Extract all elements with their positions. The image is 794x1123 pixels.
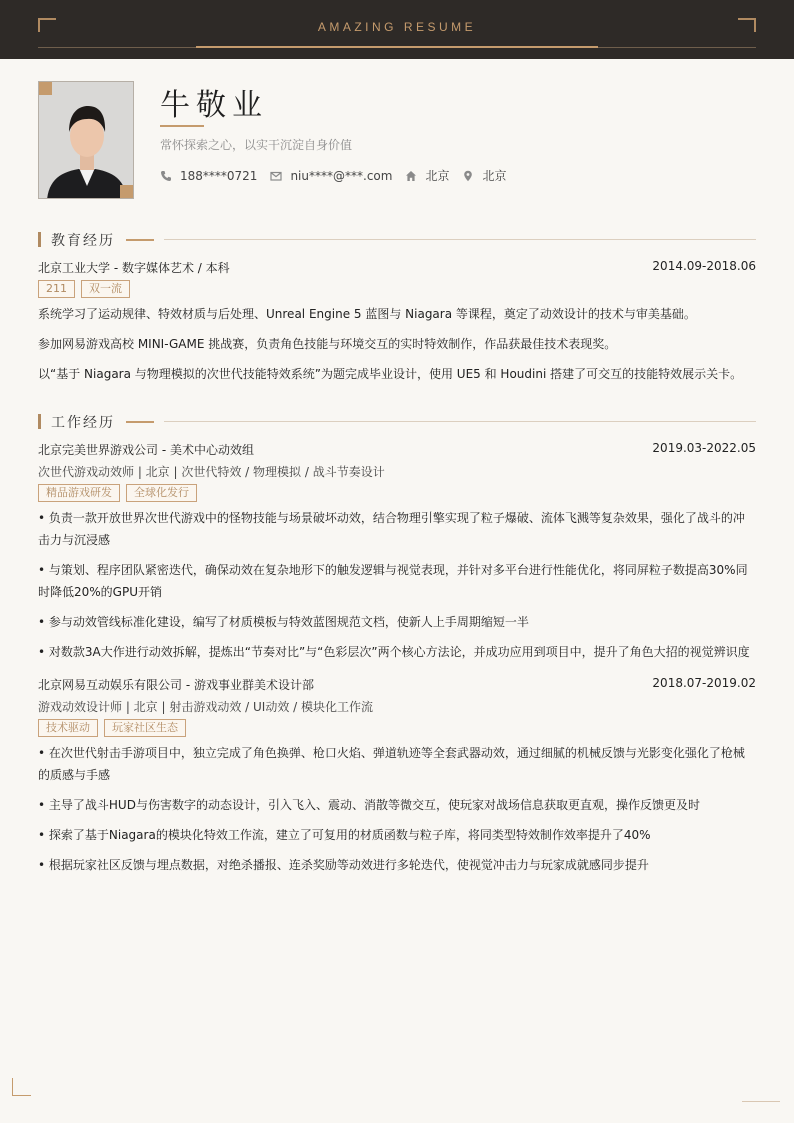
candidate-name: 牛敬业 xyxy=(160,88,268,123)
tag-badge: 双一流 xyxy=(81,280,130,298)
job-tags xyxy=(38,719,192,737)
job-bullet: • 在次世代射击手游项目中，独立完成了角色换弹、枪口火焰、弹道轨迹等全套武器动效，通过细腻的机械反馈与光影变化强化了枪械的质感与手感 xyxy=(38,746,745,782)
hometown-text: 北京 xyxy=(425,169,450,183)
header-accent-line xyxy=(196,46,598,48)
section-accent xyxy=(126,421,154,423)
contact-hometown xyxy=(405,167,449,184)
job-role: 次世代游戏动效师 | 北京 | 次世代特效 / 物理模拟 / 战斗节奏设计 xyxy=(38,465,385,479)
job-role: 游戏动效设计师 | 北京 | 射击游戏动效 / UI动效 / 模块化工作流 xyxy=(38,700,374,714)
job-bullet: • 对数款3A大作进行动效拆解，提炼出“节奏对比”与“色彩层次”两个核心方法论，并成功应用到项目中，提升了角色大招的视觉辨识度 xyxy=(38,645,750,659)
location-text: 北京 xyxy=(482,169,507,183)
header-bar xyxy=(0,0,794,59)
candidate-motto: 常怀探索之心，以实干沉淀自身价值 xyxy=(160,138,353,152)
section-title: 工作经历 xyxy=(51,415,115,431)
section-marker xyxy=(38,232,41,247)
tag-badge: 玩家社区生态 xyxy=(104,719,186,737)
job-bullet: • 根据玩家社区反馈与埋点数据，对绝杀播报、连杀奖励等动效进行多轮迭代，使视觉冲击力与玩家成就感同步提升 xyxy=(38,858,649,872)
job-entry xyxy=(38,676,756,693)
section-rule xyxy=(164,421,756,422)
photo-corner xyxy=(38,81,52,95)
tag-badge: 211 xyxy=(38,280,75,298)
education-entry xyxy=(38,259,756,276)
job-tags xyxy=(38,484,203,502)
section-title: 教育经历 xyxy=(51,233,115,249)
contact-list xyxy=(160,167,519,184)
company-name: 北京完美世界游戏公司 - 美术中心动效组 xyxy=(38,443,254,457)
section-work-header xyxy=(38,414,756,430)
contact-email xyxy=(270,169,392,183)
brand-title: AMAZING RESUME xyxy=(317,20,477,34)
avatar-portrait xyxy=(39,82,134,199)
company-name: 北京网易互动娱乐有限公司 - 游戏事业群美术设计部 xyxy=(38,678,314,692)
job-bullet: • 探索了基于Niagara的模块化特效工作流，建立了可复用的材质函数与粒子库，将同类型特效制作效率提升了40% xyxy=(38,828,651,842)
education-date: 2014.09-2018.06 xyxy=(652,259,756,273)
section-rule xyxy=(164,239,756,240)
job-date: 2019.03-2022.05 xyxy=(652,441,756,455)
photo-corner xyxy=(120,185,134,199)
avatar xyxy=(38,81,134,199)
location-pin-icon xyxy=(462,170,474,182)
education-tags xyxy=(38,280,136,298)
tag-badge: 全球化发行 xyxy=(126,484,197,502)
job-bullet: • 负责一款开放世界次世代游戏中的怪物技能与场景破坏动效，结合物理引擎实现了粒子爆破、流体飞溅等复杂效果，强化了战斗的冲击力与沉浸感 xyxy=(38,511,745,547)
education-item: 参加网易游戏高校 MINI-GAME 挑战赛，负责角色技能与环境交互的实时特效制作，作品获最佳技术表现奖。 xyxy=(38,337,617,351)
tag-badge: 技术驱动 xyxy=(38,719,98,737)
job-bullet: • 与策划、程序团队紧密迭代，确保动效在复杂地形下的触发逻辑与视觉表现，并针对多平台进行性能优化，将同屏粒子数提高30%同时降低20%的GPU开销 xyxy=(38,563,748,599)
job-date: 2018.07-2019.02 xyxy=(652,676,756,690)
section-accent xyxy=(126,239,154,241)
corner-ornament xyxy=(12,1078,31,1096)
footer-accent-line xyxy=(742,1101,780,1102)
name-underline xyxy=(160,125,204,127)
job-entry xyxy=(38,441,756,458)
school-name: 北京工业大学 - 数字媒体艺术 / 本科 xyxy=(38,261,230,275)
phone-icon xyxy=(160,170,172,182)
mail-icon xyxy=(270,170,282,182)
education-item: 系统学习了运动规律、特效材质与后处理、Unreal Engine 5 蓝图与 Niagara 等课程，奠定了动效设计的技术与审美基础。 xyxy=(38,307,696,321)
job-bullet: • 主导了战斗HUD与伤害数字的动态设计，引入飞入、震动、消散等微交互，使玩家对战场信息获取更直观，操作反馈更及时 xyxy=(38,798,700,812)
section-marker xyxy=(38,414,41,429)
section-education-header xyxy=(38,232,756,248)
tag-badge: 精品游戏研发 xyxy=(38,484,120,502)
job-bullet: • 参与动效管线标准化建设，编写了材质模板与特效蓝图规范文档，使新人上手周期缩短一半 xyxy=(38,615,529,629)
contact-phone xyxy=(160,169,257,183)
phone-number: 188****0721 xyxy=(180,168,258,183)
education-item: 以“基于 Niagara 与物理模拟的次世代技能特效系统”为题完成毕业设计，使用 UE5 和 Houdini 搭建了可交互的技能特效展示关卡。 xyxy=(38,367,743,381)
home-icon xyxy=(405,170,417,182)
email-address: niu****@***.com xyxy=(290,168,393,183)
contact-location xyxy=(462,167,506,184)
